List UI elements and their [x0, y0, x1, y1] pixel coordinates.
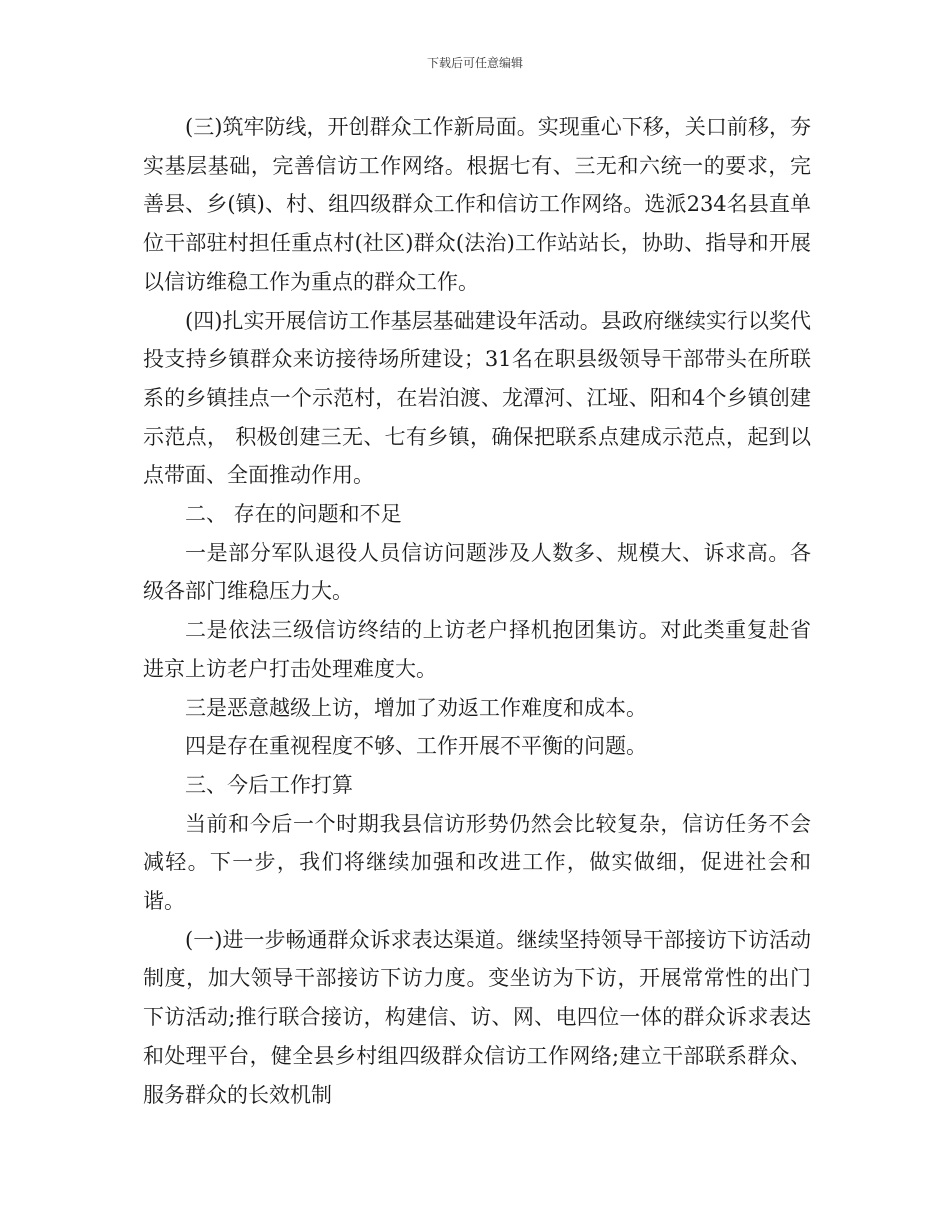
- paragraph-problem-2: 二是依法三级信访终结的上访老户择机抱团集访。对此类重复赴省进京上访老户打击处理难度大。: [143, 618, 811, 681]
- paragraph-problem-1: 一是部分军队退役人员信访问题涉及人数多、规模大、诉求高。各级各部门维稳压力大。: [143, 540, 811, 604]
- document-body: [143, 108, 811, 1114]
- page-header: 下载后可任意编辑: [426, 56, 523, 70]
- paragraph-future-intro: 当前和今后一个时期我县信访形势仍然会比较复杂，信访任务不会减轻。下一步，我们将继续加强和改进工作，做实做细，促进社会和谐。: [143, 811, 811, 914]
- paragraph-section-3: (三)筑牢防线，开创群众工作新局面。实现重心下移，关口前移，夯实基层基础，完善信访工作网络。根据七有、三无和六统一的要求，完善县、乡(镇)、村、组四级群众工作和信访工作网络。选派234名县直单位干部驻村担任重点村(社区)群众(法治)工作站站长，协助、指导和开展以信访维稳工作为重点的群众工作。: [143, 115, 811, 294]
- paragraph-section-4: (四)扎实开展信访工作基层基础建设年活动。县政府继续实行以奖代投支持乡镇群众来访接待场所建设；31名在职县级领导干部带头在所联系的乡镇挂点一个示范村，在岩泊渡、龙潭河、江垭、阳和4个乡镇创建示范点， 积极创建三无、七有乡镇，确保把联系点建成示范点，起到以点带面、全面推动作用。: [143, 308, 811, 488]
- heading-problems: 二、 存在的问题和不足: [185, 502, 402, 527]
- paragraph-plan-1: (一)进一步畅通群众诉求表达渠道。继续坚持领导干部接访下访活动制度，加大领导干部接访下访力度。变坐访为下访，开展常常性的出门下访活动;推行联合接访，构建信、访、网、电四位一体的群众诉求表达和处理平台，健全县乡村组四级群众信访工作网络;建立干部联系群众、服务群众的长效机制: [143, 927, 811, 1107]
- paragraph-problem-4: 四是存在重视程度不够、工作开展不平衡的问题。: [185, 734, 647, 759]
- paragraph-problem-3: 三是恶意越级上访，增加了劝返工作难度和成本。: [185, 695, 647, 720]
- heading-future-plans: 三、今后工作打算: [185, 772, 353, 797]
